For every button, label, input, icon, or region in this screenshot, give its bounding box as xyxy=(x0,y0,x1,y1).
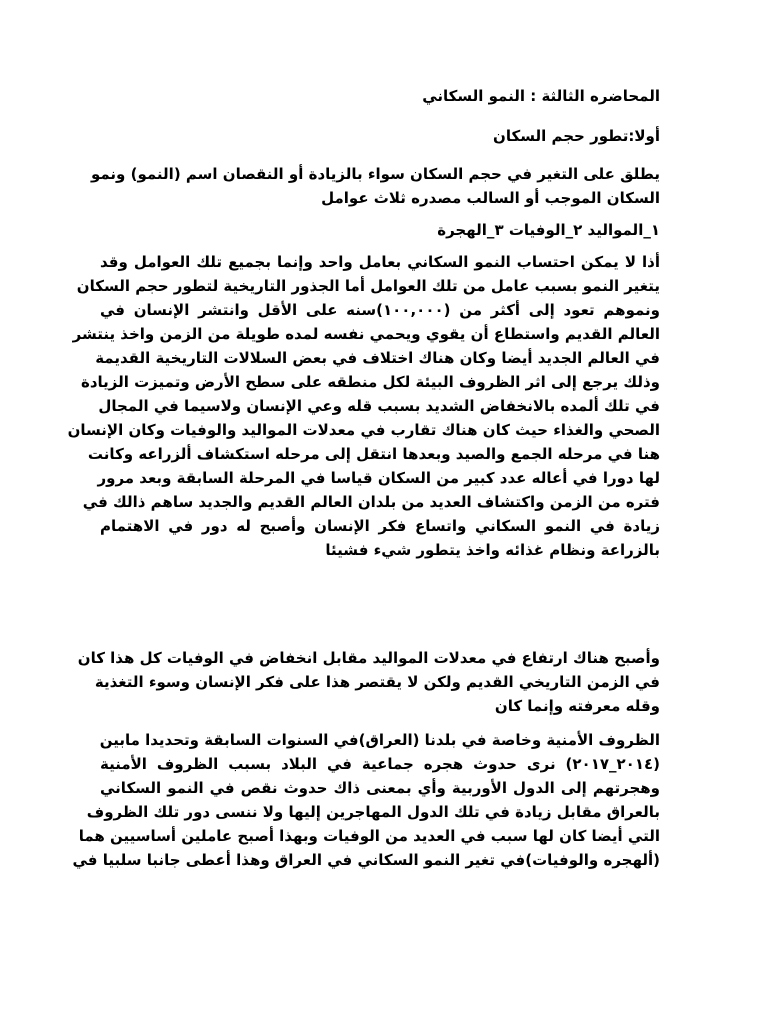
factors-list: ١_المواليد ٢_الوفيات ٣_الهجرة xyxy=(437,221,660,239)
paragraph-2 xyxy=(67,250,660,562)
paragraph-line: (ألهجره والوفيات)في تغير النمو السكاني في العراق وهذا أعطى جانبا سلبيا في xyxy=(72,851,660,869)
paragraph-line: في الزمن التاريخي القديم ولكن لا يقتصر هذا على فكر الإنسان وسوء التغذية xyxy=(94,673,660,691)
paragraph-line: زيادة في النمو السكاني واتساع فكر الإنسان وأصبح له دور في الاهتمام xyxy=(100,517,660,535)
paragraph-line: وهجرتهم إلى الدول الأوربية وأي بمعنى ذاك حدوث نقص في النمو السكاني xyxy=(100,779,660,797)
paragraph-line: وقله معرفته وإنما كان xyxy=(494,697,660,715)
paragraph-line: في تلك ألمده بالانخفاض الشديد بسبب قله وعي الإنسان ولاسيما في المجال xyxy=(98,397,660,415)
paragraph-line: في العالم الجديد أيضا وكان هناك اختلاف في بعض السلالات التاريخية القديمة xyxy=(95,349,660,367)
paragraph-line: السكان الموجب أو السالب مصدره ثلاث عوامل xyxy=(321,189,660,207)
paragraph-line: يطلق على التغير في حجم السكان سواء بالزيادة أو النقصان اسم (النمو) ونمو xyxy=(90,165,660,183)
paragraph-line: بالعراق مقابل زيادة في تلك الدول المهاجرين إليها ولا ننسى دور تلك الظروف xyxy=(86,803,660,821)
paragraph-line: لها دورا في أعاله عدد كبير من السكان قياسا في المرحلة السابقة وبعد مرور xyxy=(97,469,660,487)
paragraph-line: هنا في مرحله الجمع والصيد وبعدها انتقل إلى مرحله استكشاف ألزراعه وكانت xyxy=(87,445,660,463)
paragraph-3 xyxy=(77,646,660,718)
document-page xyxy=(67,80,660,872)
paragraph-line: فتره من الزمن واكتشاف العديد من بلدان العالم القديم والجديد ساهم ذالك في xyxy=(82,493,660,511)
paragraph-line: ونموهم تعود إلى أكثر من (١٠٠,٠٠٠)سنه على الأقل وانتشر الإنسان في xyxy=(100,301,660,319)
paragraph-line: الصحي والغذاء حيث كان هناك تقارب في معدلات المواليد والوفيات وكان الإنسان xyxy=(67,421,660,439)
paragraph-line: التي أيضا كان لها سبب في العديد من الوفيات وبهذا أصبح عاملين أساسيين هما xyxy=(78,827,660,845)
paragraph-4 xyxy=(72,728,660,872)
paragraph-line: وأصبح هناك ارتفاع في معدلات المواليد مقابل انخفاض في الوفيات كل هذا كان xyxy=(77,649,660,667)
paragraph-line: العالم القديم واستطاع أن يقوي ويحمي نفسه لمده طويلة من الزمن واخذ ينتشر xyxy=(72,325,660,343)
paragraph-line: بالزراعة ونظام غذائه واخذ يتطور شيء فشيئا xyxy=(325,541,660,559)
paragraph-line: الظروف الأمنية وخاصة في بلدنا (العراق)في السنوات السابقة وتحديدا مابين xyxy=(99,731,660,749)
lecture-title: المحاضره الثالثة : النمو السكاني xyxy=(422,87,660,105)
paragraph-line: (٢٠١٤_٢٠١٧) نرى حدوث هجره جماعية في البلاد بسبب الظروف الأمنية xyxy=(100,755,660,773)
paragraph-line: أذا لا يمكن احتساب النمو السكاني بعامل واحد وإنما بجميع تلك العوامل وقد xyxy=(100,253,660,271)
paragraph-1 xyxy=(90,162,660,210)
paragraph-line: يتغير النمو بسبب عامل من تلك العوامل أما الجذور التاريخية لتطور حجم السكان xyxy=(76,277,660,295)
section-heading: أولا:تطور حجم السكان xyxy=(493,127,660,145)
paragraph-line: وذلك يرجع إلى اثر الظروف البيئة لكل منطقه على سطح الأرض وتميزت الزيادة xyxy=(80,373,660,391)
